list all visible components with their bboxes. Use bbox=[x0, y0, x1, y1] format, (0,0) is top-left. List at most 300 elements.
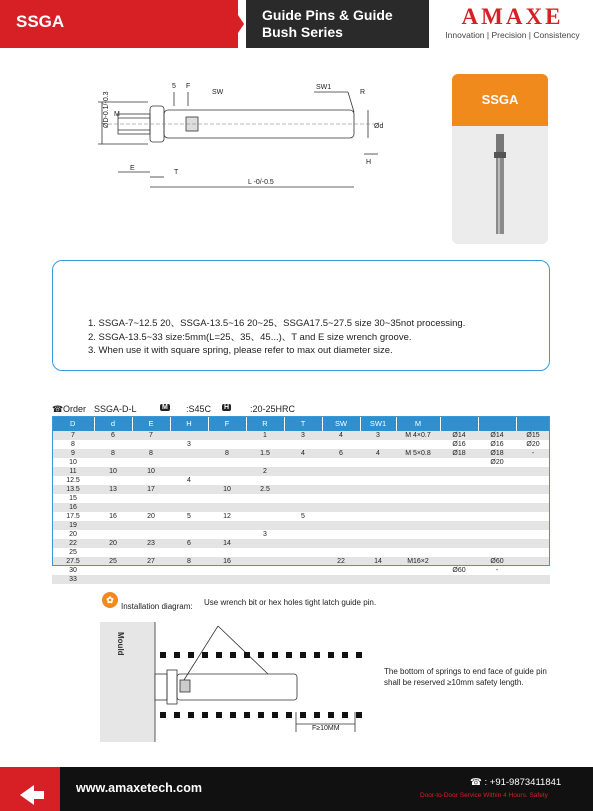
table-cell bbox=[440, 476, 478, 485]
product-photo-card bbox=[452, 74, 548, 244]
table-cell bbox=[94, 458, 132, 467]
table-cell bbox=[284, 440, 322, 449]
table-cell: 17.5 bbox=[66, 512, 80, 520]
table-cell bbox=[478, 485, 516, 494]
table-cell bbox=[440, 458, 478, 467]
table-cell bbox=[284, 548, 322, 557]
spacing-label: F≥10MM bbox=[312, 725, 340, 732]
table-cell: - bbox=[495, 566, 499, 574]
table-header-cell: T bbox=[284, 416, 322, 431]
table-cell: 3 bbox=[187, 440, 191, 448]
table-cell bbox=[132, 503, 170, 512]
table-cell: 9 bbox=[52, 449, 94, 458]
table-cell bbox=[360, 512, 396, 521]
table-cell: 4 bbox=[360, 449, 396, 458]
table-header-cell: H bbox=[170, 416, 208, 431]
table-cell bbox=[360, 476, 396, 485]
footer-url[interactable]: www.amaxetech.com bbox=[76, 781, 202, 795]
table-cell bbox=[284, 476, 322, 485]
table-cell: 1.5 bbox=[246, 449, 284, 458]
table-cell bbox=[360, 521, 396, 530]
table-cell bbox=[132, 530, 170, 539]
table-header-cell: M bbox=[396, 416, 440, 431]
dim-m: M bbox=[114, 111, 120, 118]
table-cell: Ø20 bbox=[490, 458, 504, 466]
table-cell bbox=[322, 575, 360, 584]
table-cell bbox=[284, 467, 322, 476]
table-cell bbox=[396, 503, 440, 512]
table-cell bbox=[360, 566, 396, 575]
table-cell: 30 bbox=[69, 566, 77, 574]
table-cell: 15 bbox=[69, 494, 77, 502]
table-cell bbox=[246, 476, 284, 485]
table-cell bbox=[322, 440, 360, 449]
note-line-2: 2. SSGA-13.5~33 size:5mm(L=25、35、45...)、T and E size wrench groove. bbox=[88, 331, 412, 343]
table-cell: M16×2 bbox=[396, 557, 440, 566]
order-label: Order bbox=[63, 404, 87, 414]
dim-t: T bbox=[174, 169, 179, 176]
footer-service: Door-to-Door Service Within 4 Hours. Safety bbox=[420, 792, 548, 799]
table-cell: 3 bbox=[360, 431, 396, 440]
table-cell bbox=[360, 440, 396, 449]
table-cell: Ø60 bbox=[478, 557, 516, 566]
table-cell bbox=[516, 503, 550, 512]
table-cell bbox=[478, 575, 516, 584]
table-header-cell: F bbox=[208, 416, 246, 431]
table-cell bbox=[284, 575, 322, 584]
dim-h: H bbox=[366, 159, 372, 166]
guide-pin-drawing bbox=[78, 72, 398, 192]
table-cell: 27.5 bbox=[52, 557, 94, 566]
table-cell: 12 bbox=[223, 512, 231, 520]
table-cell bbox=[478, 467, 516, 476]
note-line-1: 1. SSGA-7~12.5 20、SSGA-13.5~16 20~25、SSGA17.5~27.5 size 30~35not processing. bbox=[88, 318, 466, 329]
table-cell bbox=[170, 431, 208, 440]
dim-sw: SW bbox=[212, 89, 224, 96]
table-cell: Ø20 bbox=[526, 440, 540, 448]
phone-icon: ☎ : bbox=[470, 777, 490, 788]
table-cell bbox=[478, 476, 516, 485]
table-cell bbox=[208, 431, 246, 440]
table-cell: Ø16 bbox=[490, 440, 504, 448]
table-cell bbox=[246, 503, 284, 512]
table-cell: 13 bbox=[94, 485, 132, 494]
table-cell: 8 bbox=[170, 557, 208, 566]
table-cell bbox=[322, 548, 360, 557]
photo-tab-label: SSGA bbox=[452, 74, 548, 126]
table-row bbox=[52, 521, 550, 530]
table-cell: 10 bbox=[69, 458, 77, 466]
table-cell bbox=[132, 575, 170, 584]
phone-number: +91-9873411841 bbox=[489, 777, 562, 788]
table-cell bbox=[516, 548, 550, 557]
table-cell bbox=[208, 566, 246, 575]
table-cell bbox=[170, 548, 208, 557]
table-cell bbox=[396, 512, 440, 521]
table-cell bbox=[208, 503, 246, 512]
table-cell: 10 bbox=[132, 467, 170, 476]
table-cell: 5 bbox=[187, 512, 191, 520]
installation-label: Installation diagram: bbox=[121, 602, 193, 611]
table-cell bbox=[284, 530, 322, 539]
mould-label: Mould bbox=[116, 632, 125, 656]
table-cell bbox=[478, 512, 516, 521]
table-cell bbox=[284, 539, 322, 548]
table-cell bbox=[246, 521, 284, 530]
table-cell bbox=[208, 548, 246, 557]
table-cell: Ø18 bbox=[478, 449, 516, 458]
table-cell bbox=[208, 530, 246, 539]
table-cell bbox=[440, 539, 478, 548]
table-cell bbox=[94, 494, 132, 503]
table-cell: 6 bbox=[322, 449, 360, 458]
table-row bbox=[52, 530, 550, 539]
table-cell: 2 bbox=[246, 467, 284, 476]
table-cell: M 5×0.8 bbox=[396, 449, 440, 458]
table-cell bbox=[322, 530, 360, 539]
table-cell bbox=[208, 494, 246, 503]
table-cell: Ø15 bbox=[516, 431, 550, 440]
table-cell bbox=[170, 530, 208, 539]
table-cell bbox=[284, 566, 322, 575]
table-cell bbox=[132, 476, 170, 485]
table-cell: 20 bbox=[94, 539, 132, 548]
dim-l: L -0/-0.5 bbox=[248, 179, 274, 186]
table-cell bbox=[246, 548, 284, 557]
table-cell: 22 bbox=[322, 557, 360, 566]
table-cell bbox=[396, 548, 440, 557]
table-cell bbox=[396, 458, 440, 467]
table-cell: 10 bbox=[208, 485, 246, 494]
table-cell bbox=[478, 530, 516, 539]
table-row bbox=[52, 566, 550, 575]
table-header-cell: d bbox=[94, 416, 132, 431]
installation-note: The bottom of springs to end face of guide pin shall be reserved ≥10mm safety length. bbox=[384, 667, 547, 687]
table-cell: 16 bbox=[109, 512, 117, 520]
table-row bbox=[52, 494, 550, 503]
table-cell bbox=[440, 485, 478, 494]
table-cell bbox=[94, 503, 132, 512]
table-cell: Ø60 bbox=[452, 566, 466, 574]
table-cell: 4 bbox=[187, 476, 191, 484]
table-row bbox=[52, 557, 550, 566]
phone-icon: ☎ bbox=[52, 404, 64, 414]
installation-drawing bbox=[100, 612, 440, 747]
dim-f: F bbox=[186, 83, 191, 90]
table-cell bbox=[322, 566, 360, 575]
table-cell: 22 bbox=[52, 539, 94, 548]
table-cell: 25 bbox=[69, 548, 77, 556]
brand-logo bbox=[440, 5, 585, 40]
table-cell bbox=[132, 566, 170, 575]
table-cell bbox=[94, 530, 132, 539]
table-cell: 8 bbox=[94, 449, 132, 458]
page-header bbox=[0, 0, 593, 48]
table-cell bbox=[322, 503, 360, 512]
table-cell bbox=[396, 530, 440, 539]
table-header-cell bbox=[440, 416, 478, 431]
table-cell bbox=[208, 476, 246, 485]
table-cell bbox=[322, 521, 360, 530]
table-cell bbox=[516, 485, 550, 494]
table-row bbox=[52, 467, 550, 476]
table-cell: Ø14 bbox=[478, 431, 516, 440]
table-cell bbox=[478, 503, 516, 512]
table-cell bbox=[360, 548, 396, 557]
hardness-text: :20-25HRC bbox=[250, 404, 296, 414]
table-cell: 4 bbox=[284, 449, 322, 458]
table-cell bbox=[246, 512, 284, 521]
hand-pointer-icon bbox=[0, 767, 60, 811]
table-cell bbox=[440, 575, 478, 584]
table-cell bbox=[322, 485, 360, 494]
table-cell: 20 bbox=[69, 530, 77, 538]
table-row bbox=[52, 440, 550, 449]
table-cell bbox=[94, 548, 132, 557]
table-cell bbox=[208, 575, 246, 584]
wrench-icon: ✿ bbox=[102, 592, 118, 608]
table-row bbox=[52, 575, 550, 584]
table-cell: 11 bbox=[52, 467, 94, 476]
dim-r: R bbox=[360, 89, 366, 96]
table-cell bbox=[516, 557, 550, 566]
series-title: Guide Pins & Guide Bush Series bbox=[262, 7, 393, 40]
table-cell bbox=[440, 467, 478, 476]
table-cell bbox=[246, 575, 284, 584]
table-cell bbox=[360, 458, 396, 467]
table-cell bbox=[94, 440, 132, 449]
table-cell bbox=[440, 494, 478, 503]
table-cell: 3 bbox=[284, 431, 322, 440]
table-cell bbox=[516, 575, 550, 584]
table-cell: 6 bbox=[94, 431, 132, 440]
table-cell bbox=[516, 530, 550, 539]
dim-d: Ød bbox=[374, 123, 384, 130]
table-cell bbox=[440, 530, 478, 539]
table-cell bbox=[396, 467, 440, 476]
table-cell bbox=[516, 566, 550, 575]
table-row bbox=[52, 548, 550, 557]
table-cell bbox=[360, 494, 396, 503]
table-cell bbox=[516, 458, 550, 467]
table-cell: 7 bbox=[52, 431, 94, 440]
table-cell: 25 bbox=[94, 557, 132, 566]
table-cell bbox=[440, 503, 478, 512]
table-cell bbox=[360, 575, 396, 584]
table-row bbox=[52, 503, 550, 512]
table-header-cell: SW bbox=[322, 416, 360, 431]
table-cell: - bbox=[516, 449, 550, 458]
table-row bbox=[52, 458, 550, 467]
table-cell bbox=[208, 440, 246, 449]
order-code: SSGA-D-L bbox=[94, 404, 137, 414]
dim-d-tol: ØD-0.1/-0.3 bbox=[103, 91, 110, 128]
header-arrow bbox=[228, 0, 244, 48]
table-cell: 17 bbox=[132, 485, 170, 494]
table-cell bbox=[284, 521, 322, 530]
table-cell bbox=[284, 494, 322, 503]
table-cell bbox=[322, 539, 360, 548]
table-cell bbox=[170, 485, 208, 494]
table-cell bbox=[322, 512, 360, 521]
guide-pin-photo bbox=[452, 130, 548, 240]
table-cell: Ø18 bbox=[440, 449, 478, 458]
footer-phone bbox=[470, 777, 561, 788]
table-cell bbox=[284, 503, 322, 512]
table-cell bbox=[170, 503, 208, 512]
table-cell: 8 bbox=[71, 440, 75, 448]
table-cell bbox=[246, 458, 284, 467]
table-cell bbox=[246, 557, 284, 566]
table-row bbox=[52, 485, 550, 494]
table-cell bbox=[516, 467, 550, 476]
table-cell bbox=[132, 494, 170, 503]
table-cell bbox=[440, 512, 478, 521]
table-cell bbox=[170, 566, 208, 575]
table-cell bbox=[132, 440, 170, 449]
table-cell: 13.5 bbox=[52, 485, 94, 494]
table-cell: Ø14 bbox=[440, 431, 478, 440]
table-cell bbox=[478, 539, 516, 548]
table-cell bbox=[246, 566, 284, 575]
table-cell bbox=[284, 557, 322, 566]
table-header-cell: E bbox=[132, 416, 170, 431]
table-cell: 3 bbox=[263, 530, 267, 538]
table-cell bbox=[396, 575, 440, 584]
table-cell bbox=[132, 458, 170, 467]
table-cell bbox=[170, 575, 208, 584]
brand-name: AMAXE bbox=[461, 4, 564, 29]
table-cell bbox=[440, 548, 478, 557]
table-header-cell: D bbox=[52, 416, 94, 431]
table-cell bbox=[208, 467, 246, 476]
table-cell bbox=[322, 494, 360, 503]
table-cell bbox=[360, 503, 396, 512]
table-cell bbox=[94, 521, 132, 530]
table-cell bbox=[516, 512, 550, 521]
table-cell: 5 bbox=[301, 512, 305, 520]
table-cell bbox=[396, 476, 440, 485]
table-cell bbox=[360, 530, 396, 539]
table-header-cell bbox=[516, 416, 550, 431]
table-cell bbox=[170, 521, 208, 530]
table-cell bbox=[516, 521, 550, 530]
table-cell bbox=[516, 494, 550, 503]
notes-box bbox=[52, 260, 550, 371]
installation-instruction: Use wrench bit or hex holes tight latch guide pin. bbox=[204, 598, 377, 607]
dim-sw1: SW1 bbox=[316, 84, 332, 91]
table-cell: 6 bbox=[170, 539, 208, 548]
table-cell bbox=[246, 440, 284, 449]
table-cell bbox=[170, 449, 208, 458]
table-cell: M 4×0.7 bbox=[396, 431, 440, 440]
product-code: SSGA bbox=[16, 12, 65, 31]
table-cell: 14 bbox=[208, 539, 246, 548]
table-cell bbox=[396, 485, 440, 494]
table-cell bbox=[360, 539, 396, 548]
table-cell bbox=[322, 476, 360, 485]
dim-five: 5 bbox=[172, 83, 176, 90]
table-cell bbox=[246, 539, 284, 548]
m-badge: M bbox=[162, 404, 168, 411]
table-cell: 16 bbox=[208, 557, 246, 566]
table-cell bbox=[322, 458, 360, 467]
table-cell bbox=[208, 521, 246, 530]
table-cell bbox=[396, 440, 440, 449]
note-line-3: 3. When use it with square spring, please refer to max out diameter size. bbox=[88, 345, 393, 356]
table-row bbox=[52, 512, 550, 521]
table-cell bbox=[440, 521, 478, 530]
table-cell bbox=[440, 557, 478, 566]
table-cell bbox=[170, 458, 208, 467]
table-cell: 33 bbox=[52, 575, 94, 584]
table-cell: 12.5 bbox=[66, 476, 80, 484]
table-cell bbox=[478, 548, 516, 557]
table-cell: 19 bbox=[52, 521, 94, 530]
table-cell bbox=[284, 485, 322, 494]
table-cell bbox=[396, 494, 440, 503]
table-cell bbox=[478, 494, 516, 503]
table-row bbox=[52, 539, 550, 548]
table-cell: 8 bbox=[208, 449, 246, 458]
table-cell: 7 bbox=[132, 431, 170, 440]
table-cell: 2.5 bbox=[246, 485, 284, 494]
table-cell bbox=[132, 521, 170, 530]
material-text: :S45C bbox=[186, 404, 212, 414]
table-cell bbox=[246, 494, 284, 503]
table-cell bbox=[94, 575, 132, 584]
table-cell bbox=[94, 476, 132, 485]
table-cell: 4 bbox=[322, 431, 360, 440]
table-cell: 16 bbox=[52, 503, 94, 512]
footer-red-band bbox=[0, 767, 60, 811]
table-cell: Ø16 bbox=[452, 440, 466, 448]
table-cell bbox=[516, 539, 550, 548]
table-cell bbox=[208, 458, 246, 467]
table-cell bbox=[94, 566, 132, 575]
table-cell: 23 bbox=[132, 539, 170, 548]
table-cell bbox=[284, 458, 322, 467]
table-cell: 10 bbox=[94, 467, 132, 476]
table-cell bbox=[396, 521, 440, 530]
table-cell bbox=[396, 539, 440, 548]
table-cell bbox=[396, 566, 440, 575]
table-cell bbox=[322, 467, 360, 476]
table-cell bbox=[516, 476, 550, 485]
table-row bbox=[52, 449, 550, 458]
table-cell bbox=[170, 494, 208, 503]
table-row bbox=[52, 431, 550, 440]
table-cell bbox=[360, 485, 396, 494]
table-cell: 1 bbox=[246, 431, 284, 440]
table-cell: 14 bbox=[360, 557, 396, 566]
table-header-cell bbox=[478, 416, 516, 431]
table-cell bbox=[170, 467, 208, 476]
table-cell: 20 bbox=[147, 512, 155, 520]
brand-tagline: Innovation | Precision | Consistency bbox=[445, 30, 580, 40]
table-cell: 27 bbox=[132, 557, 170, 566]
dim-e: E bbox=[130, 165, 135, 172]
table-cell bbox=[132, 548, 170, 557]
table-header-cell: SW1 bbox=[360, 416, 396, 431]
h-badge: H bbox=[224, 404, 230, 411]
table-cell bbox=[478, 521, 516, 530]
spec-table bbox=[52, 416, 551, 584]
table-cell: 8 bbox=[132, 449, 170, 458]
table-header-cell: R bbox=[246, 416, 284, 431]
table-row bbox=[52, 476, 550, 485]
table-cell bbox=[360, 467, 396, 476]
